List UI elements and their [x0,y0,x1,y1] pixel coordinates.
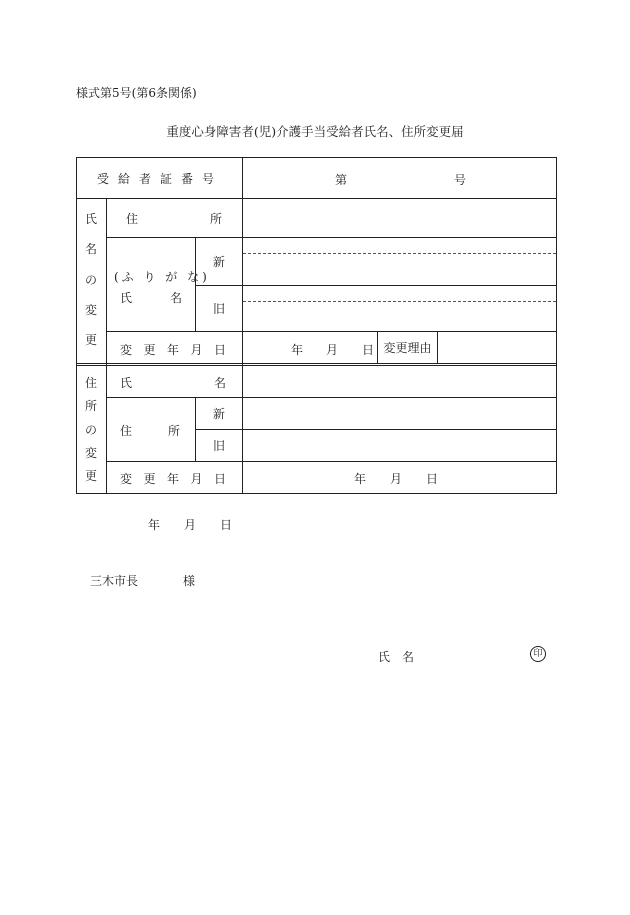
section-divider [76,363,557,364]
table-border-left [76,157,77,494]
change-reason-label: 変更理由 [383,341,432,355]
col-line [106,198,107,493]
name-label: 氏 名 [120,291,182,305]
address-label: 住 所 [126,212,222,226]
old-address-label: 旧 [212,439,225,453]
form-id: 様式第5号(第6条関係) [76,86,197,100]
name-change-month: 月 [326,343,339,357]
table-border-bottom [76,493,557,494]
address-change-year: 年 [354,472,367,486]
number-suffix: 号 [454,173,467,187]
old-name-label: 旧 [212,302,225,316]
name-change-date-label: 変 更 年 月 日 [120,343,226,357]
new-address-input[interactable] [243,398,556,429]
address-change-day: 日 [426,472,439,486]
address-change-month: 月 [390,472,403,486]
new-name-label: 新 [212,255,225,269]
signature-label: 氏 名 [378,650,415,664]
address-change-section-label: 住 所 の 変 更 [84,376,97,483]
seal-icon: 印 [530,646,546,662]
name-change-day: 日 [362,343,375,357]
address-section-address-label: 住 所 [120,424,180,438]
submission-month: 月 [184,518,197,532]
row-line [106,461,557,462]
submission-day: 日 [220,518,233,532]
addressee: 三木市長 [90,574,139,588]
old-address-input[interactable] [243,430,556,461]
new-name-input[interactable] [243,238,556,285]
honorific: 様 [183,574,196,588]
address-input[interactable] [243,199,556,237]
name-change-year: 年 [291,343,304,357]
recipient-number-label: 受給者証番号 [96,171,223,186]
old-name-input[interactable] [243,286,556,331]
name-change-section-label: 氏 名 の 変 更 [84,212,97,347]
address-section-name-label: 氏 名 [120,376,226,390]
address-change-date-label: 変 更 年 月 日 [120,472,226,486]
address-section-name-input[interactable] [243,366,556,397]
furigana-label: (ふ り が な) [114,270,210,284]
recipient-number-input[interactable] [243,158,556,198]
submission-year: 年 [148,518,161,532]
change-reason-input[interactable] [438,332,556,363]
table-border-right [556,157,557,494]
form-title: 重度心身障害者(児)介護手当受給者氏名、住所変更届 [166,124,464,139]
number-prefix: 第 [335,173,348,187]
new-address-label: 新 [212,407,225,421]
